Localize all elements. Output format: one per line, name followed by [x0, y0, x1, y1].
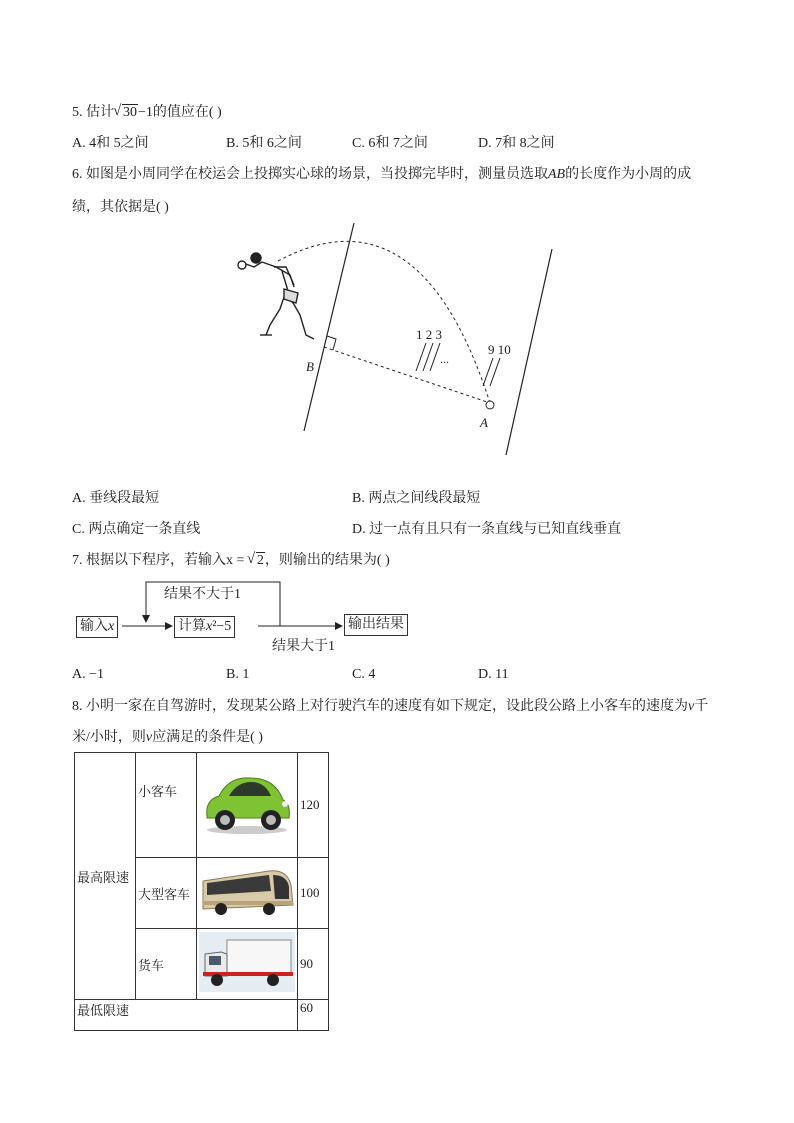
speed-value: 120 — [298, 753, 329, 858]
speed-value: 90 — [298, 929, 329, 1000]
right-angle-mark — [327, 336, 336, 350]
flow-input-box — [76, 616, 118, 638]
flow-input-text: 输入 — [80, 619, 108, 634]
sqrt-symbol — [248, 552, 265, 570]
flow-compute-var: x — [206, 619, 213, 634]
q5-option-b: B. 5和 6之间 — [226, 136, 302, 151]
q7-option-c: C. 4 — [352, 667, 376, 682]
question-7-stem — [72, 552, 390, 570]
q5-option-a: A. 4和 5之间 — [72, 136, 149, 151]
q8-line1-a: 8. 小明一家在自驾游时，发现某公路上对行驶汽车的速度有如下规定，设此段公路上小客车的速度为 — [72, 699, 688, 714]
question-6-stem-line2: 绩，其依据是( ) — [72, 200, 169, 215]
trajectory-arc — [278, 241, 490, 403]
q5-radicand: 30 — [123, 105, 137, 120]
q8-line2-a: 米/小时，则 — [72, 730, 146, 745]
far-boundary-line — [506, 249, 552, 455]
vehicle-image-cell — [197, 929, 298, 1000]
q7-eq: x = — [226, 553, 248, 568]
table-row — [75, 753, 329, 858]
bus-icon — [199, 861, 295, 921]
vehicle-image-cell — [197, 753, 298, 858]
max-speed-label: 最高限速 — [75, 753, 136, 1000]
q6-option-a: A. 垂线段最短 — [72, 491, 160, 506]
q6-option-b: B. 两点之间线段最短 — [352, 491, 481, 506]
vehicle-image-cell — [197, 858, 298, 929]
q6-line1-b: 的长度作为小周的成 — [565, 167, 692, 182]
sqrt-symbol — [114, 104, 138, 122]
question-5-stem — [72, 104, 222, 122]
q8-line2-b: 应满足的条件是( ) — [152, 730, 263, 745]
q7-radicand: 2 — [256, 553, 264, 568]
vehicle-name: 货车 — [136, 929, 197, 1000]
question-8-stem-line1 — [72, 698, 708, 716]
q8-var-v: v — [688, 699, 695, 714]
question-8-stem-line2 — [72, 729, 263, 747]
q7-prefix: 7. 根据以下程序，若输入 — [72, 553, 226, 568]
flow-compute-text: 计算 — [178, 619, 206, 634]
q6-var-ab: AB — [548, 167, 566, 182]
flow-compute-box — [174, 616, 235, 638]
label-b: B — [306, 359, 314, 374]
flow-input-var: x — [108, 619, 115, 634]
q7-option-b: B. 1 — [226, 667, 250, 682]
q5-suffix: −1的值应在( ) — [138, 105, 222, 120]
q8-line1-b: 千 — [694, 699, 709, 714]
speed-limit-table — [74, 752, 329, 1031]
label-marks-right: 9 10 — [488, 342, 511, 357]
label-dots: ... — [440, 352, 449, 366]
q5-option-d: D. 7和 8之间 — [478, 136, 555, 151]
shot-put-figure — [230, 215, 570, 465]
q6-line1-a: 6. 如图是小周同学在校运会上投掷实心球的场景，当投掷完毕时，测量员选取 — [72, 167, 548, 182]
green-car-icon — [199, 770, 295, 836]
point-a — [486, 401, 494, 409]
q7-option-a: A. −1 — [72, 667, 105, 682]
segment-ab — [324, 347, 490, 403]
q6-option-c: C. 两点确定一条直线 — [72, 522, 201, 537]
min-speed-value: 60 — [298, 1000, 329, 1031]
flow-loop-label: 结果不大于1 — [164, 587, 241, 602]
q8-var-v-2: v — [145, 730, 153, 745]
q5-prefix: 5. 估计 — [72, 105, 114, 120]
min-speed-label: 最低限速 — [75, 1000, 298, 1031]
q7-option-d: D. 11 — [478, 667, 509, 682]
table-row — [75, 1000, 329, 1031]
flow-exit-label: 结果大于1 — [272, 639, 335, 654]
flow-compute-expr: ²−5 — [212, 619, 232, 634]
question-6-stem-line1 — [72, 166, 691, 184]
vehicle-name: 大型客车 — [136, 858, 197, 929]
flow-output-box: 输出结果 — [344, 614, 408, 636]
q7-suffix: ，则输出的结果为( ) — [264, 553, 390, 568]
truck-icon — [199, 932, 295, 992]
label-marks-left: 1 2 3 — [416, 327, 442, 342]
throwing-line — [304, 223, 354, 431]
q6-option-d: D. 过一点有且只有一条直线与已知直线垂直 — [352, 522, 622, 537]
vehicle-name: 小客车 — [136, 753, 197, 858]
athlete-icon — [238, 253, 314, 339]
speed-value: 100 — [298, 858, 329, 929]
label-a: A — [480, 415, 488, 430]
q5-option-c: C. 6和 7之间 — [352, 136, 428, 151]
